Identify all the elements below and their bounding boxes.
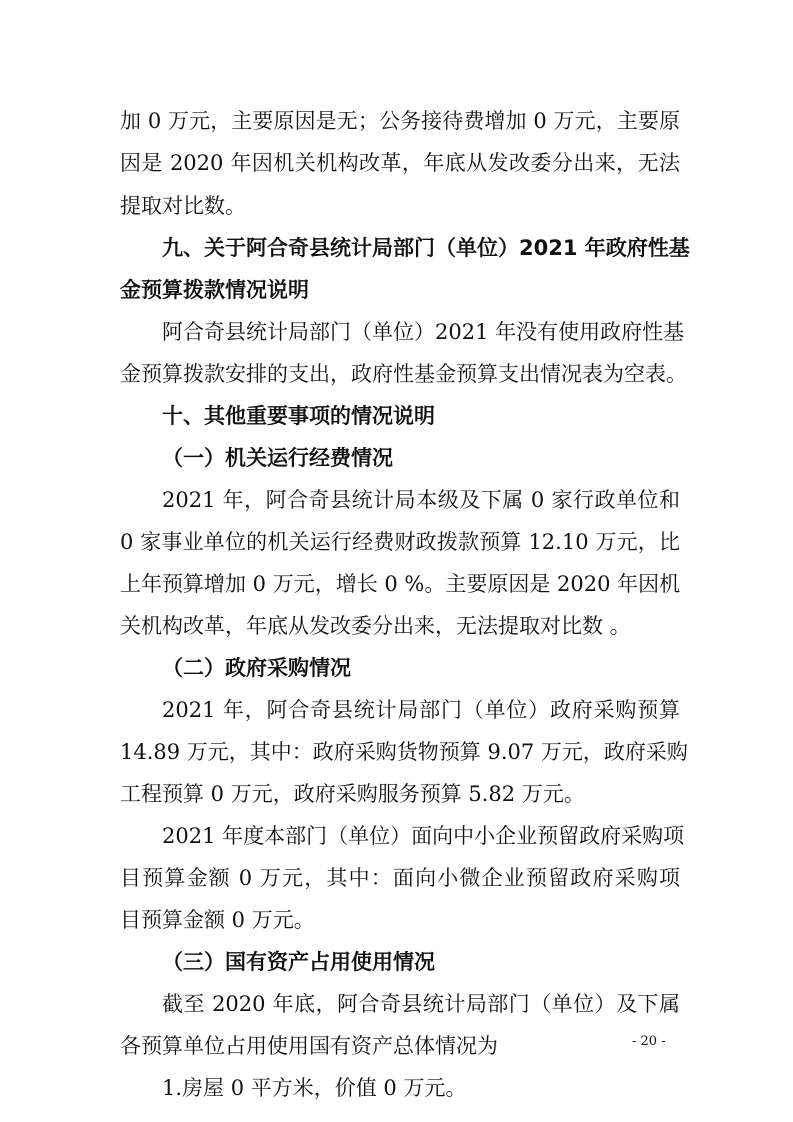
body-text-line: 上年预算增加 0 万元，增长 0 %。主要原因是 2020 年因机 (120, 572, 681, 596)
body-text-line: 截至 2020 年底，阿合奇县统计局部门（单位）及下属 (162, 992, 680, 1016)
section-heading-9: 九、关于阿合奇县统计局部门（单位）2021 年政府性基 (162, 236, 690, 260)
body-text-line: 目预算金额 0 万元，其中：面向小微企业预留政府采购项 (120, 866, 680, 890)
subsection-heading-3: （三）国有资产占用使用情况 (162, 950, 435, 974)
section-heading-9-cont: 金预算拨款情况说明 (120, 278, 309, 302)
subsection-heading-1: （一）机关运行经费情况 (162, 446, 393, 470)
body-text-line: 金预算拨款安排的支出，政府性基金预算支出情况表为空表。 (120, 362, 687, 386)
body-text-line: 2021 年，阿合奇县统计局部门（单位）政府采购预算 (162, 698, 680, 722)
body-text-line: 加 0 万元，主要原因是无；公务接待费增加 0 万元，主要原 (120, 109, 680, 133)
body-text-line: 因是 2020 年因机关机构改革，年底从发改委分出来，无法 (120, 151, 680, 175)
body-text-line: 2021 年度本部门（单位）面向中小企业预留政府采购项 (162, 824, 685, 848)
body-text-line: 各预算单位占用使用国有资产总体情况为 (120, 1034, 498, 1058)
body-text-line: 2021 年，阿合奇县统计局本级及下属 0 家行政单位和 (162, 488, 680, 512)
body-text-line: 14.89 万元，其中：政府采购货物预算 9.07 万元，政府采购 (120, 740, 688, 764)
body-text-line: 工程预算 0 万元，政府采购服务预算 5.82 万元。 (120, 782, 585, 806)
body-text-line: 提取对比数。 (120, 194, 246, 218)
body-text-line: 1.房屋 0 平方米，价值 0 万元。 (162, 1076, 467, 1100)
body-text-line: 目预算金额 0 万元。 (120, 908, 315, 932)
page-number: - 20 - (632, 1034, 666, 1049)
section-heading-10: 十、其他重要事项的情况说明 (162, 404, 435, 428)
body-text-line: 关机构改革，年底从发改委分出来，无法提取对比数 。 (120, 614, 631, 638)
body-text-line: 阿合奇县统计局部门（单位）2021 年没有使用政府性基 (162, 320, 685, 344)
subsection-heading-2: （二）政府采购情况 (162, 656, 351, 680)
body-text-line: 0 家事业单位的机关运行经费财政拨款预算 12.10 万元，比 (120, 530, 680, 554)
